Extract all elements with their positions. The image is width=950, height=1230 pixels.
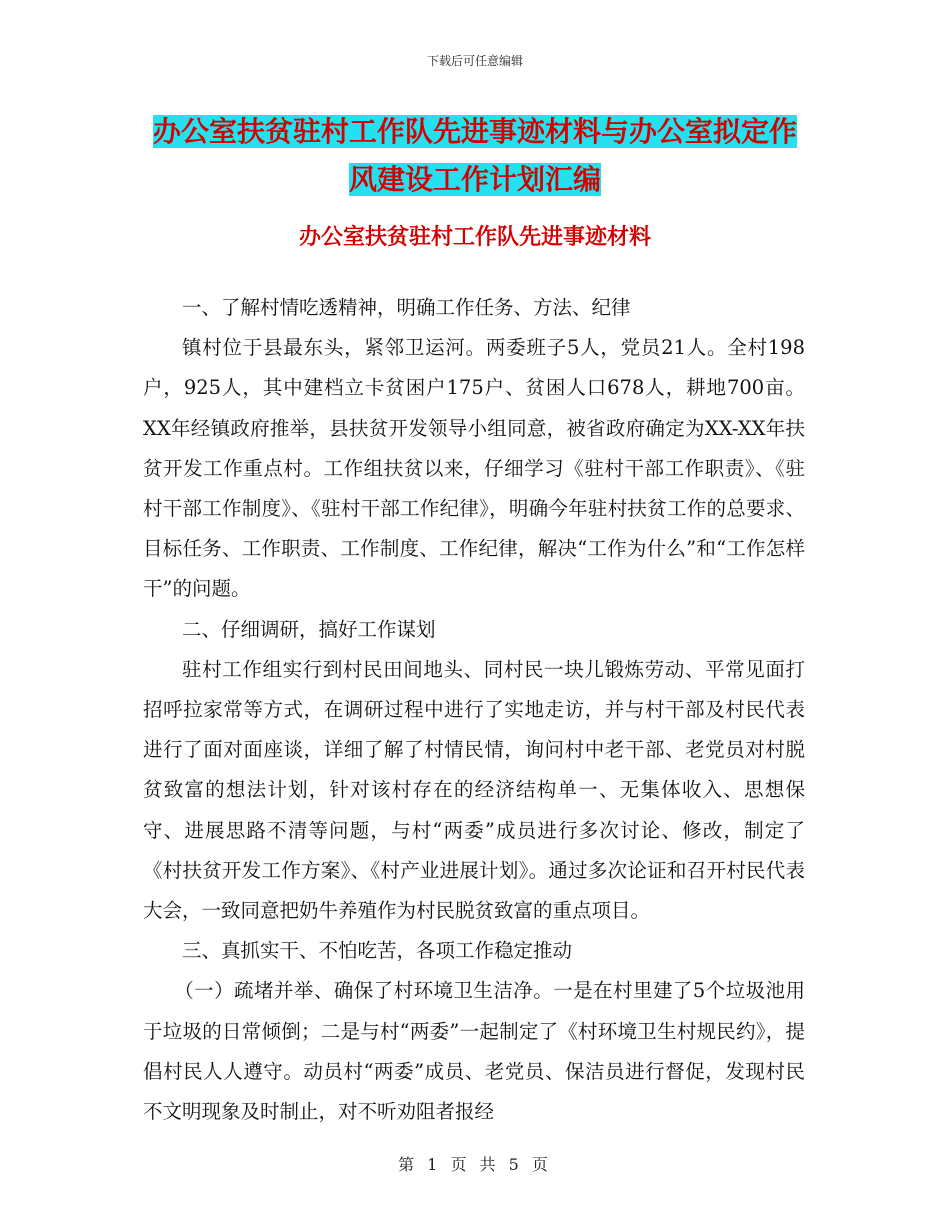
section-title: 办公室扶贫驻村工作队先进事迹材料 [298,225,651,250]
document-body [143,288,805,1132]
page-footer: 第 1 页 共 5 页 [398,1155,552,1174]
paragraph-heading-3: 三、真抓实干、不怕吃苦，各项工作稳定推动 [182,939,573,963]
paragraph-3: （一）疏堵并举、确保了村环境卫生洁净。一是在村里建了5个垃圾池用于垃圾的日常倾倒；二是与村“两委”一起制定了《村环境卫生村规民约》，提倡村民人人遵守。动员村“两委”成员、老党员、保洁员进行督促，发现村民不文明现象及时制止，对不听劝阻者报经 [143,979,805,1124]
header-note: 下载后可任意编辑 [426,54,523,68]
document-title-text: 办公室扶贫驻村工作队先进事迹材料与办公室拟定作风建设工作计划汇编 [152,115,797,196]
document-title [145,108,805,204]
paragraph-1: 镇村位于县最东头，紧邻卫运河。两委班子5人，党员21人。全村198户，925人，其中建档立卡贫困户175户、贫困人口678人，耕地700亩。XX年经镇政府推举，县扶贫开发领导小组同意，被省政府确定为XX-XX年扶贫开发工作重点村。工作组扶贫以来，仔细学习《驻村干部工作职责》、《驻村干部工作制度》、《驻村干部工作纪律》，明确今年驻村扶贫工作的总要求、目标任务、工作职责、工作制度、工作纪律，解决“工作为什么”和“工作怎样干”的问题。 [143,336,805,601]
paragraph-heading-1: 一、了解村情吃透精神，明确工作任务、方法、纪律 [182,296,631,319]
paragraph-heading-2: 二、仔细调研，搞好工作谋划 [182,617,436,641]
paragraph-2: 驻村工作组实行到村民田间地头、同村民一块儿锻炼劳动、平常见面打招呼拉家常等方式，在调研过程中进行了实地走访，并与村干部及村民代表进行了面对面座谈，详细了解了村情民情，询问村中老干部、老党员对村脱贫致富的想法计划，针对该村存在的经济结构单一、无集体收入、思想保守、进展思路不清等问题，与村“两委”成员进行多次讨论、修改，制定了《村扶贫开发工作方案》、《村产业进展计划》。通过多次论证和召开村民代表大会，一致同意把奶牛养殖作为村民脱贫致富的重点项目。 [143,657,805,923]
